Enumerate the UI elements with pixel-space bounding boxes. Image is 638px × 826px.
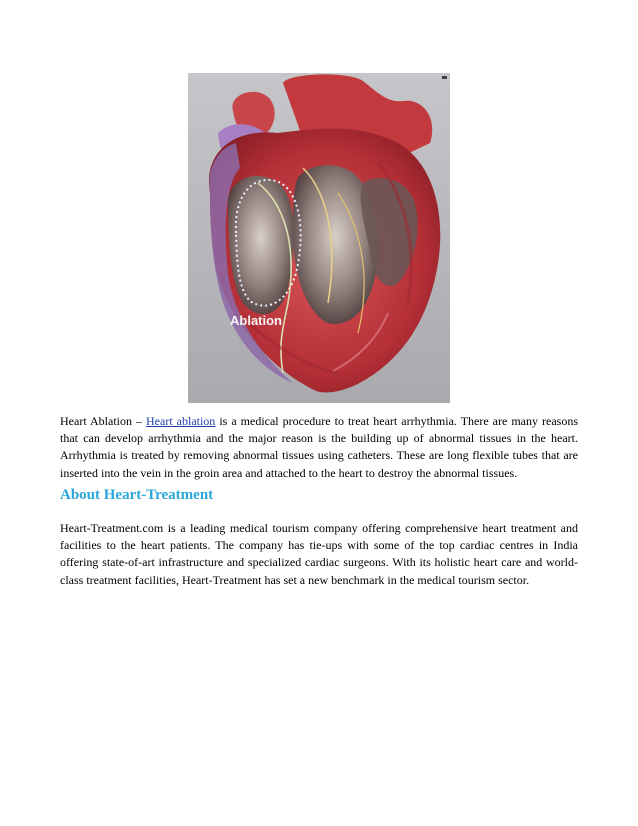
about-paragraph: Heart-Treatment.com is a leading medical tourism company offering comprehensive heart treatment and facilities to the heart patients. The company has tie-ups with some of the top cardiac centres in India offering state-of-art infrastructure and specialized cardiac surgeons. With its holistic heart care and world-class treatment facilities, Heart-Treatment has set a new benchmark in the medical tourism sector. [60, 521, 578, 587]
heart-ablation-link[interactable]: Heart ablation [146, 414, 216, 428]
intro-rest: is a medical procedure to treat heart arrhythmia. There are many reasons that can develop arrhythmia and the major reason is the building up of abnormal tissues in the heart. Arrhythmia is treated by removing abnormal tissues using catheters. These are long flexible tubes that are inserted into the vein in the groin area and attached to the heart to destroy the abnormal tissues. [60, 414, 578, 480]
intro-prefix: Heart Ablation – [60, 414, 146, 428]
heart-illustration-svg [188, 73, 450, 403]
section-heading: About Heart-Treatment [60, 487, 214, 503]
intro-paragraph [60, 413, 578, 482]
heart-ablation-illustration [188, 73, 450, 403]
ablation-label: Ablation [230, 313, 282, 328]
